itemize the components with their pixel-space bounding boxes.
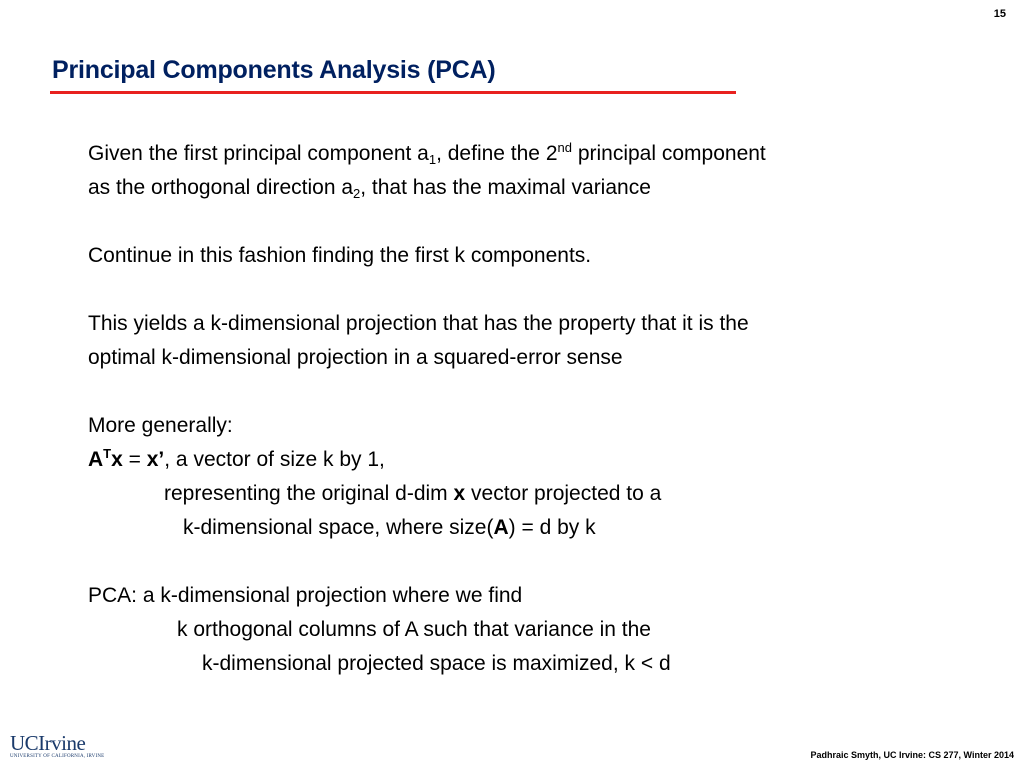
- p5-line2: k orthogonal columns of A such that variance in the: [177, 618, 651, 641]
- p3-line1: This yields a k-dimensional projection that has the property that it is the: [88, 312, 749, 335]
- p1-line2: [88, 171, 988, 205]
- p4-text-a: representing the original d-dim: [164, 482, 454, 505]
- matrix-A-bold: A: [493, 516, 509, 539]
- vector-x-bold: x: [453, 482, 466, 505]
- logo-subtitle: UNIVERSITY OF CALIFORNIA, IRVINE: [10, 754, 105, 759]
- p1-text-d: as the orthogonal direction a: [88, 176, 354, 199]
- p4-heading: More generally:: [88, 414, 233, 437]
- p1-text-b: , define the 2: [436, 142, 558, 165]
- p4-line3: [88, 477, 988, 511]
- p1-line1: [88, 137, 988, 171]
- p4-equation: [88, 443, 988, 477]
- p2-line: Continue in this fashion finding the first k components.: [88, 244, 592, 267]
- slide-number: 15: [993, 8, 1006, 20]
- p5-line1: PCA: a k-dimensional projection where we find: [88, 584, 523, 607]
- uc-irvine-logo: [10, 733, 104, 759]
- equation-description: , a vector of size k by 1,: [164, 448, 385, 471]
- p4-line4: [88, 511, 988, 545]
- slide-body: [88, 137, 988, 681]
- vector-x-prime: x’: [146, 448, 165, 471]
- slide-title: Principal Components Analysis (PCA): [52, 56, 496, 84]
- p1-subscript-2: 2: [353, 186, 361, 201]
- p1-text-e: , that has the maximal variance: [360, 176, 651, 199]
- p3-line2: optimal k-dimensional projection in a squared-error sense: [88, 346, 623, 369]
- p1-superscript-nd: nd: [557, 140, 572, 155]
- footer-credit: Padhraic Smyth, UC Irvine: CS 277, Winter 2014: [810, 750, 1014, 760]
- matrix-A: A: [88, 448, 104, 471]
- title-underline: [50, 91, 736, 94]
- p1-text-a: Given the first principal component a: [88, 142, 429, 165]
- transpose-T: T: [103, 446, 112, 461]
- p5-line3: k-dimensional projected space is maximized, k < d: [202, 652, 671, 675]
- p4-text-b: vector projected to a: [465, 482, 662, 505]
- logo-wordmark: UCIrvine: [10, 731, 86, 755]
- p4-text-d: ) = d by k: [508, 516, 596, 539]
- equals-sign: =: [122, 448, 147, 471]
- p1-text-c: principal component: [571, 142, 766, 165]
- p4-text-c: k-dimensional space, where size(: [183, 516, 494, 539]
- p1-subscript-1: 1: [428, 152, 437, 167]
- vector-x: x: [111, 448, 123, 471]
